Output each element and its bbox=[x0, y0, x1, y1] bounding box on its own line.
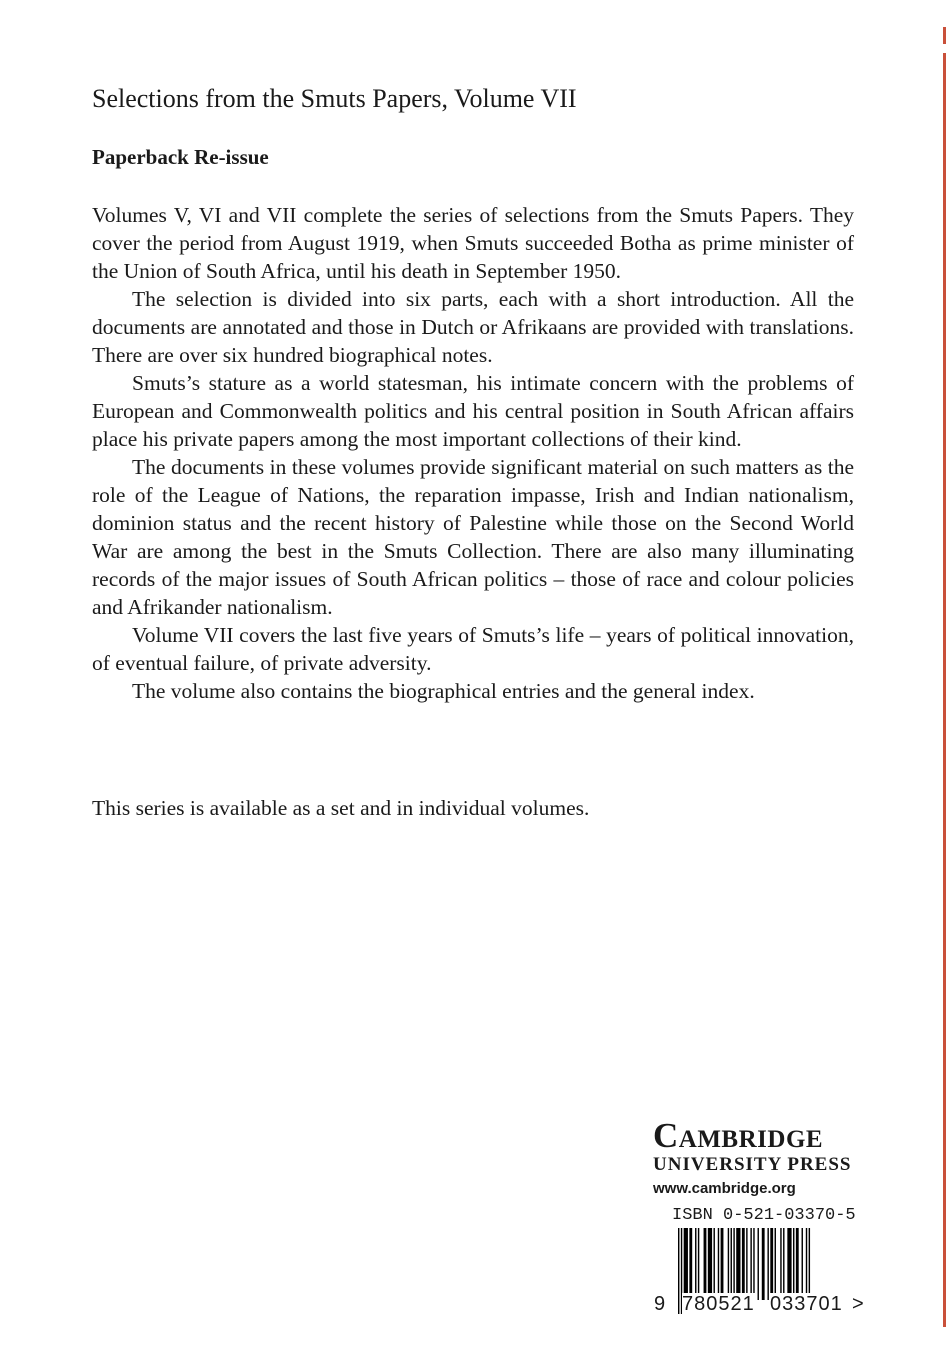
barcode-bar bbox=[728, 1228, 729, 1300]
barcode-bar bbox=[787, 1228, 791, 1300]
barcode-bar bbox=[684, 1228, 688, 1300]
barcode-bar bbox=[689, 1228, 692, 1300]
barcode-bar bbox=[704, 1228, 707, 1300]
barcode-bar bbox=[802, 1228, 803, 1300]
barcode-right-digits: 033701 bbox=[770, 1293, 843, 1315]
publisher-name: Cambridge bbox=[653, 1116, 824, 1155]
barcode-bar bbox=[793, 1228, 794, 1300]
barcode-bar bbox=[714, 1228, 715, 1300]
blurb-paragraph: Volumes V, VI and VII complete the series of selections from the Smuts Papers. They cover the period from August 1919, when Smuts succeeded Botha as prime minister of the Union of South Africa, until his death in September 1950. bbox=[92, 203, 854, 283]
barcode-bar bbox=[753, 1228, 754, 1300]
publisher-url: www.cambridge.org bbox=[653, 1180, 796, 1197]
book-title: Selections from the Smuts Papers, Volume VII bbox=[92, 84, 577, 113]
availability-note: This series is available as a set and in individual volumes. bbox=[92, 796, 590, 820]
barcode-bar bbox=[736, 1228, 740, 1300]
blurb-paragraph: Volume VII covers the last five years of Smuts’s life – years of political innovation, of eventual failure, of private adversity. bbox=[92, 623, 854, 675]
barcode-bar bbox=[698, 1228, 699, 1300]
barcode-bar bbox=[731, 1228, 732, 1300]
barcode-bar bbox=[775, 1228, 776, 1300]
barcode-bar bbox=[767, 1228, 768, 1300]
barcode-bar bbox=[780, 1228, 781, 1300]
barcode-bar bbox=[796, 1228, 799, 1300]
barcode-left-digits: 780521 bbox=[682, 1293, 755, 1315]
blurb-paragraph: The selection is divided into six parts, each with a short introduction. All the documents are annotated and those in Dutch or Afrikaans are provided with translations. There are over six hundred biographical notes. bbox=[92, 287, 854, 367]
barcode-bar bbox=[758, 1228, 759, 1300]
barcode-bar bbox=[806, 1228, 807, 1300]
barcode-lead-digit: 9 bbox=[654, 1293, 666, 1315]
blurb-paragraph: The volume also contains the biographical entries and the general index. bbox=[132, 679, 755, 703]
barcode-bar bbox=[708, 1228, 712, 1300]
publisher-subname: UNIVERSITY PRESS bbox=[653, 1154, 852, 1175]
barcode-bar bbox=[750, 1228, 751, 1300]
edition-label: Paperback Re-issue bbox=[92, 145, 269, 169]
barcode-bar bbox=[678, 1228, 679, 1314]
publisher-logo bbox=[653, 1118, 868, 1197]
isbn-label: ISBN 0-521-03370-5 bbox=[672, 1206, 856, 1225]
barcode-bar bbox=[770, 1228, 773, 1300]
barcode-bar bbox=[783, 1228, 784, 1300]
barcode-bar bbox=[695, 1228, 696, 1300]
barcode-bar bbox=[718, 1228, 719, 1300]
blurb bbox=[92, 201, 854, 705]
barcode-bar bbox=[762, 1228, 765, 1300]
barcode-bar bbox=[733, 1228, 734, 1300]
blurb-paragraph: The documents in these volumes provide significant material on such matters as the role of the League of Nations, the reparation impasse, Irish and Indian nationalism, dominion status and the recent history of Palestine while those on the Second World War are among the best in the Smuts Collection. There are also many illuminating records of the major issues of South African politics – those of race and colour policies and Afrikander nationalism. bbox=[92, 455, 854, 619]
barcode-bar bbox=[721, 1228, 724, 1300]
barcode-end-mark: > bbox=[852, 1293, 864, 1315]
blurb-paragraph: Smuts’s stature as a world statesman, his intimate concern with the problems of European and Commonwealth politics and his central position in South African affairs place his private papers among the most important collections of their kind. bbox=[92, 371, 854, 451]
